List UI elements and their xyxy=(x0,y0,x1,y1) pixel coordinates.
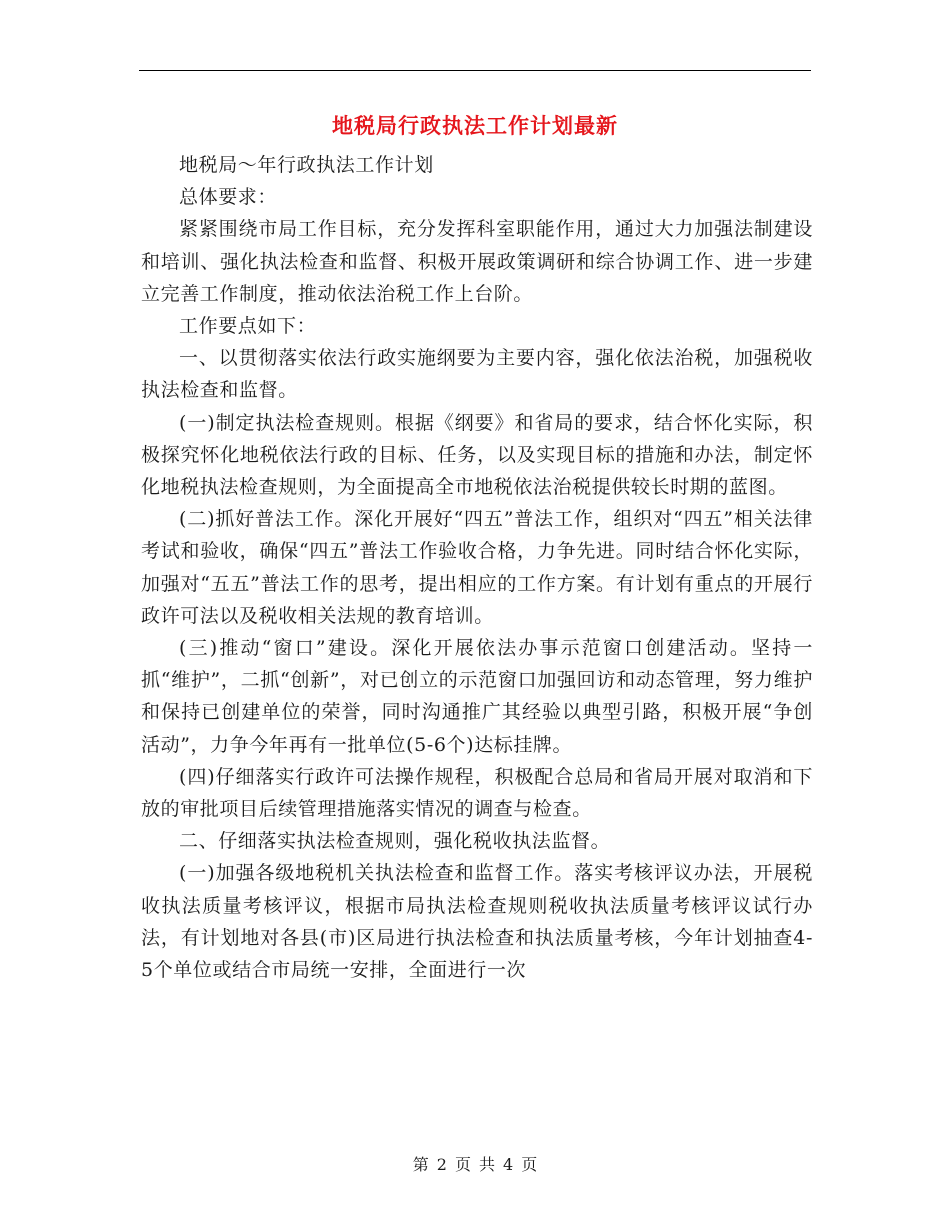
page-footer xyxy=(0,1153,950,1177)
document-body xyxy=(141,149,813,986)
document-title: 地税局行政执法工作计划最新 xyxy=(332,113,618,138)
footer-page-word: 页 xyxy=(454,1155,471,1174)
current-page-number: 2 xyxy=(436,1155,447,1174)
footer-prefix: 第 xyxy=(412,1155,429,1174)
total-pages-number: 4 xyxy=(503,1155,514,1174)
header-rule xyxy=(139,70,811,71)
paragraph: 地税局～年行政执法工作计划 xyxy=(179,154,434,176)
paragraph: (三)推动“窗口”建设。深化开展依法办事示范窗口创建活动。坚持一抓“维护”，二抓“创新”，对已创立的示范窗口加强回访和动态管理，努力维护和保持已创建单位的荣誉，同时沟通推广其经验以典型引路，积极开展“争创活动”，力争今年再有一批单位(5-6个)达标挂牌。 xyxy=(141,637,813,756)
paragraph: 紧紧围绕市局工作目标，充分发挥科室职能作用，通过大力加强法制建设和培训、强化执法检查和监督、积极开展政策调研和综合协调工作、进一步建立完善工作制度，推动依法治税工作上台阶。 xyxy=(141,218,813,305)
paragraph: (一)制定执法检查规则。根据《纲要》和省局的要求，结合怀化实际，积极探究怀化地税依法行政的目标、任务，以及实现目标的措施和办法，制定怀化地税执法检查规则，为全面提高全市地税依法治税提供较长时期的蓝图。 xyxy=(141,411,813,499)
paragraph: 总体要求： xyxy=(179,186,278,209)
footer-total-prefix: 共 xyxy=(479,1155,496,1174)
paragraph: 一、以贯彻落实依法行政实施纲要为主要内容，强化依法治税，加强税收执法检查和监督。 xyxy=(141,347,813,402)
paragraph: (一)加强各级地税机关执法检查和监督工作。落实考核评议办法，开展税收执法质量考核评议，根据市局执法检查规则税收执法质量考核评议试行办法，有计划地对各县(市)区局进行执法检查和执法质量考核，今年计划抽查4-5个单位或结合市局统一安排，全面进行一次 xyxy=(141,862,813,982)
paragraph: (四)仔细落实行政许可法操作规程，积极配合总局和省局开展对取消和下放的审批项目后续管理措施落实情况的调查与检查。 xyxy=(141,765,813,821)
paragraph: 二、仔细落实执法检查规则，强化税收执法监督。 xyxy=(179,830,611,853)
paragraph: 工作要点如下： xyxy=(179,315,317,338)
paragraph: (二)抓好普法工作。深化开展好“四五”普法工作，组织对“四五”相关法律考试和验收，确保“四五”普法工作验收合格，力争先进。同时结合怀化实际，加强对“五五”普法工作的思考，提出相应的工作方案。有计划有重点的开展行政许可法以及税收相关法规的教育培训。 xyxy=(141,508,813,627)
footer-suffix: 页 xyxy=(521,1155,538,1174)
